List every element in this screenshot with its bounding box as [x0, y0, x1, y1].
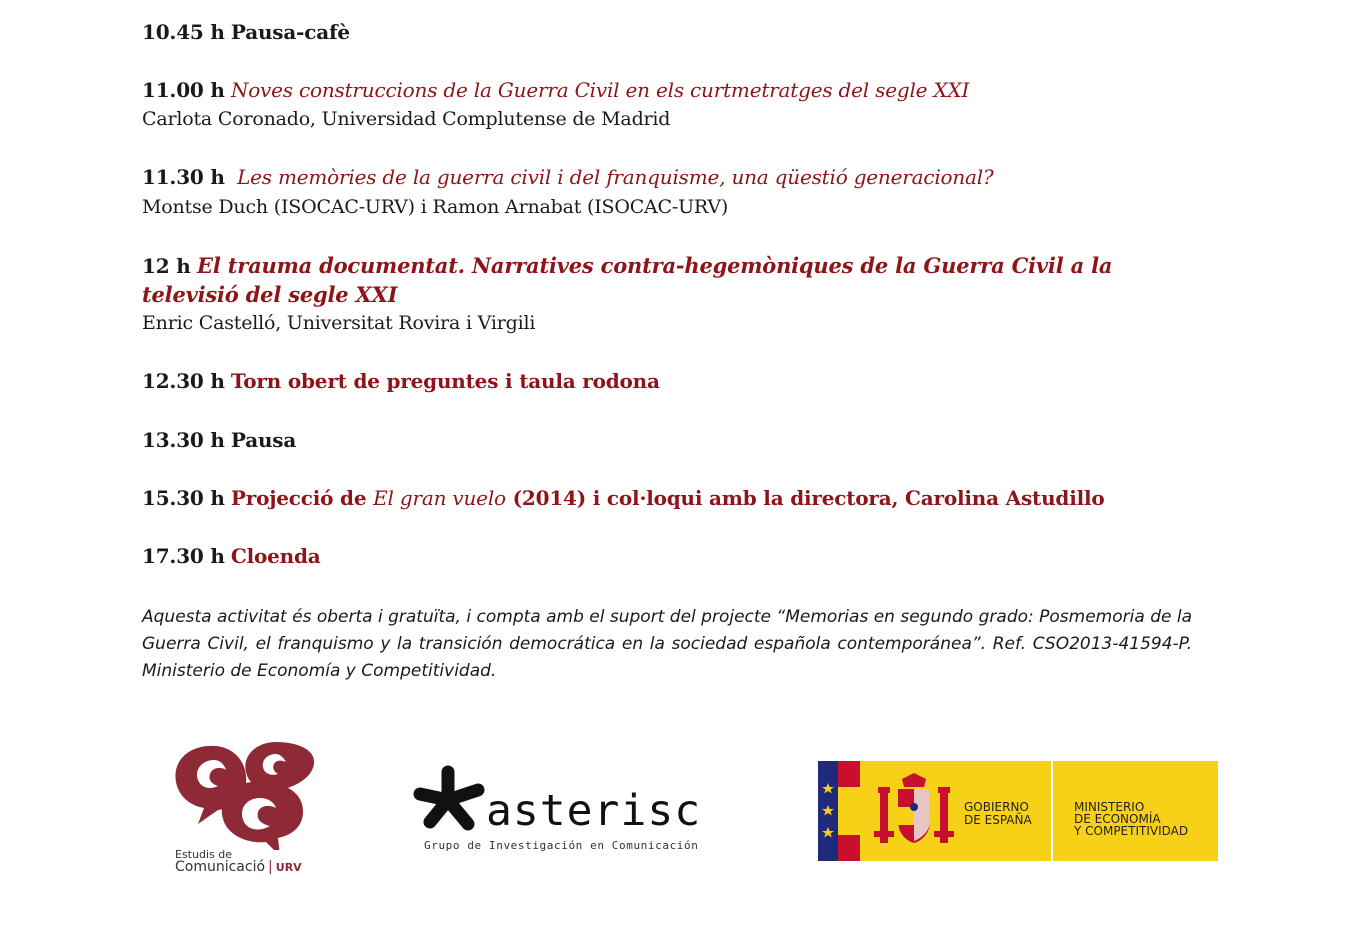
coat-of-arms-icon	[874, 771, 954, 851]
speech-bubbles-icon	[168, 738, 328, 850]
asterisk-icon	[410, 764, 490, 834]
urv-logo-separator: |	[268, 859, 273, 875]
program-time: 12 h	[142, 254, 191, 278]
urv-logo-line1: Estudis de	[175, 848, 232, 861]
program-item-1130	[142, 163, 994, 192]
program-title: Pausa	[230, 428, 297, 452]
ministerio-line2: DE ECONOMÍA	[1074, 812, 1161, 826]
program-item-1730	[142, 542, 321, 571]
program-title-line1: El trauma documentat. Narratives contra-hegemòniques de la Guerra Civil a la	[197, 253, 1113, 278]
program-title-line2: televisió del segle XXI	[142, 282, 398, 307]
urv-logo-comunicacio: Comunicació	[175, 859, 266, 875]
program-title: Pausa-cafè	[230, 20, 350, 44]
program-speaker: Montse Duch (ISOCAC-URV) i Ramon Arnabat (ISOCAC-URV)	[142, 196, 729, 218]
program-item-1045	[142, 18, 350, 47]
gobierno-line1: GOBIERNO	[964, 800, 1029, 814]
program-film-title: El gran vuelo	[373, 486, 506, 510]
urv-logo-line2	[175, 859, 302, 875]
program-title: Torn obert de preguntes i taula rodona	[230, 369, 660, 393]
program-speaker: Enric Castelló, Universitat Rovira i Virgili	[142, 312, 536, 334]
program-time: 11.30 h	[142, 165, 225, 189]
funding-note: Aquesta activitat és oberta i gratuïta, i compta amb el suport del projecte “Memorias en segundo grado: Posmemoria de la Guerra Civil, el franquismo y la transición democrática en la sociedad española contemporánea”. Ref. CSO2013-41594-P. Ministerio de Economía y Competitividad.	[142, 607, 1192, 681]
program-title: Cloenda	[230, 544, 321, 568]
program-item-1530	[142, 484, 1105, 513]
program-title: Noves construccions de la Guerra Civil en els curtmetratges del segle XXI	[230, 78, 970, 102]
program-speaker: Carlota Coronado, Universidad Complutense de Madrid	[142, 108, 671, 130]
program-time: 10.45 h	[142, 20, 225, 44]
asterisc-logo	[410, 764, 740, 860]
program-title-pre: Projecció de	[230, 486, 374, 510]
program-item-1200-cont	[142, 280, 397, 310]
program-item-1230	[142, 367, 660, 396]
gobierno-logo	[818, 761, 1218, 861]
program-item-1330	[142, 426, 296, 455]
program-item-1100	[142, 76, 969, 105]
ministerio-line3: Y COMPETITIVIDAD	[1074, 824, 1189, 838]
program-time: 15.30 h	[142, 486, 225, 510]
asterisc-subtitle: Grupo de Investigación en Comunicación	[424, 839, 699, 852]
asterisc-wordmark: asterisc	[486, 786, 702, 836]
ministerio-line1: MINISTERIO	[1074, 800, 1145, 814]
program-time: 13.30 h	[142, 428, 225, 452]
program-title: Les memòries de la guerra civil i del franquisme, una qüestió generacional?	[237, 165, 994, 189]
program-item-1200	[142, 251, 1112, 281]
gobierno-line2: DE ESPAÑA	[964, 813, 1032, 827]
program-time: 17.30 h	[142, 544, 225, 568]
program-title-post: (2014) i col·loqui amb la directora, Carolina Astudillo	[505, 486, 1105, 510]
urv-logo-brand: URV	[275, 861, 302, 874]
program-time: 12.30 h	[142, 369, 225, 393]
program-time: 11.00 h	[142, 78, 225, 102]
urv-logo	[168, 738, 328, 878]
